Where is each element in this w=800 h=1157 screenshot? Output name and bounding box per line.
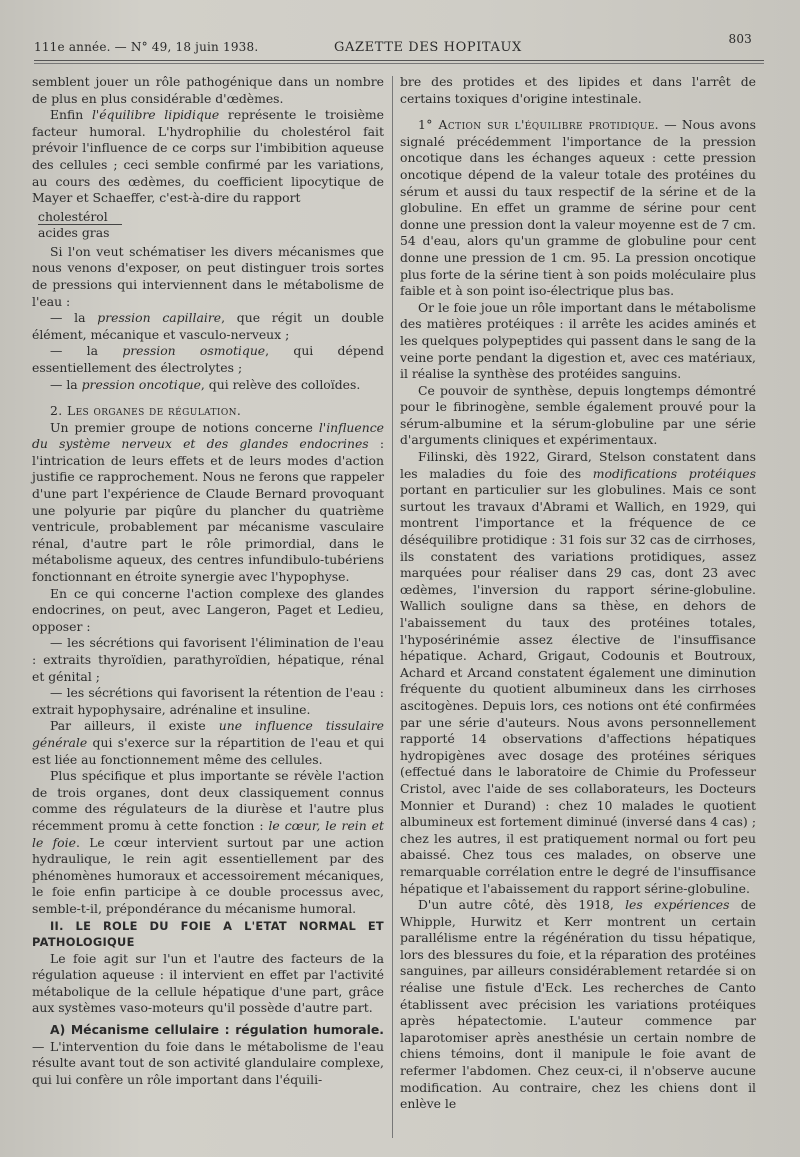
paragraph: [400, 117, 756, 300]
paragraph: Si l'on veut schématiser les divers mécanismes que nous venons d'exposer, on peut distinguer trois sortes de pressions qui interviennent dans le métabolisme de l'eau :: [32, 243, 384, 309]
list-item: [32, 343, 384, 376]
paragraph: En ce qui concerne l'action complexe des glandes endocrines, on peut, avec Langeron, Paget et Ledieu, opposer :: [32, 585, 384, 634]
list-item: [32, 310, 384, 343]
paragraph: Ce pouvoir de synthèse, depuis longtemps démontré pour le fibrinogène, semble également prouvé pour la sérum-albumine et la sérum-globuline par une série d'arguments cliniques et expérimentaux.: [400, 382, 756, 448]
section-heading: II. LE ROLE DU FOIE A L'ETAT NORMAL ET PATHOLOGIQUE: [32, 918, 384, 950]
paragraph: Le foie agit sur l'un et l'autre des facteurs de la régulation aqueuse : il intervient en effet par l'activité métabolique de la cellule hépatique d'une part, grâce aux systèmes vaso-moteurs qu'il possède d'autre part.: [32, 950, 384, 1016]
text-run: Filinski, dès 1922, Girard, Stelson constatent dans les maladies du foie des: [400, 449, 756, 481]
emphasis: modifications protéiques: [592, 465, 756, 481]
paragraph: [32, 718, 384, 768]
header-rule-thin: [34, 63, 764, 64]
emphasis: le cœur, le rein et le foie: [32, 817, 384, 850]
text-run: . Le cœur intervient surtout par une action hydraulique, le rein agit essentiellement par des phénomènes humoraux et accessoirement mécaniques, le foie enfin participe à ce double processus avec, semble-t-il, prépondérance du mécanisme humoral.: [32, 834, 384, 916]
paragraph: Or le foie joue un rôle important dans le métabolisme des matières protéiques : il arrête les acides aminés et les quelques polypeptides qui passent dans le sang de la veine porte pendant la digestion et, avec ces matériaux, il réalise la synthèse des protéides sanguins.: [400, 299, 756, 382]
spacer: [32, 393, 384, 403]
formula-denominator: acides gras: [38, 224, 110, 240]
text-run: de Whipple, Hurwitz et Kerr montrent un certain parallélisme entre la régénération du tissu hépatique, lors des blessures du foie, et la réparation des protéines sanguines, par ailleurs considérablement retardée si on réalise une fistule d'Eck. Les recherches de Canto établissent avec précision les variations protéiques après hépatectomie. L'auteur commence par laparotomiser après anesthésie un certain nombre de chiens témoins, dont il manipule le foie avant de refermer l'abdomen. Chez ceux-ci, il n'observe aucune modification. Au contraire, chez les chiens dont il enlève le: [400, 897, 757, 1112]
text-run: — la: [50, 376, 82, 392]
ratio-formula: [38, 209, 384, 240]
left-column: [32, 74, 384, 1088]
right-column: [400, 74, 756, 1113]
text-run: Un premier groupe de notions concerne: [50, 419, 319, 435]
subsection-heading: 1° Action sur l'équilibre protidique.: [418, 117, 660, 133]
section-title: 2. Les organes de régulation.: [50, 403, 242, 419]
list-item: — les sécrétions qui favorisent l'élimination de l'eau : extraits thyroïdien, parathyroïdien, hépatique, rénal et génital ;: [32, 635, 384, 684]
text-run: — L'intervention du foie dans le métabolisme de l'eau résulte avant tout de son activité glandulaire complexe, qui lui confère un rôle important dans l'équili-: [32, 1038, 384, 1087]
emphasis: une influence tissulaire générale: [32, 718, 384, 750]
text-run: : l'intrication de leurs effets et de leurs modes d'action justifie ce rapprochement. Nous ne ferons que rappeler d'une part l'expérience de Claude Bernard provoquant une polyurie par piqûre du plancher du quatrième ventricule, probablement par mécanisme vasculaire rénal, d'autre part le rôle primordial, dans le métabolisme aqueux, des centres infundibulo-tubériens fonctionnant en étroite synergie avec l'hypophyse.: [32, 436, 384, 585]
page-header: [34, 32, 752, 56]
text-run: — Nous avons signalé précédemment l'importance de la pression oncotique dans les échanges aqueux : cette pression oncotique dépend de la valeur totale des protéines du sérum et aussi du taux respectif de la sérine et de la globuline. En effet un gramme de sérine pour cent donne une pression dont la valeur moyenne est de 7 cm. 54 d'eau, alors qu'un gramme de globuline pour cent donne une pression de 1 cm. 95. La pression oncotique plus forte de la sérine tient à son poids moléculaire plus faible et à son point iso-électrique plus bas.: [400, 117, 756, 299]
page-number: 803: [728, 32, 752, 46]
text-run: Plus spécifique et plus importante se révèle l'action de trois organes, dont deux classiquement connus comme des régulateurs de la diurèse et l'autre plus récemment promu à cette fonction :: [32, 768, 384, 833]
text-run: D'un autre côté, dès 1918,: [418, 897, 626, 913]
subsection-heading: A) Mécanisme cellulaire : régulation humorale.: [50, 1022, 384, 1038]
paragraph: [400, 897, 756, 1113]
column-divider: [392, 76, 393, 1138]
journal-title: GAZETTE DES HOPITAUX: [334, 40, 522, 55]
text-run: — la: [50, 310, 98, 326]
emphasis: pression capillaire: [97, 310, 222, 326]
paragraph: [32, 768, 384, 917]
emphasis: pression oncotique: [81, 376, 201, 392]
paragraph: semblent jouer un rôle pathogénique dans un nombre de plus en plus considérable d'œdèmes.: [32, 74, 384, 106]
formula-numerator: cholestérol: [38, 209, 122, 225]
paragraph: [32, 1022, 384, 1088]
text-run: qui s'exerce sur la répartition de l'eau et qui est liée au fonctionnement même des cellules.: [32, 734, 384, 767]
issue-info: 111e année. — N° 49, 18 juin 1938.: [34, 40, 259, 54]
text-run: , qui relève des colloïdes.: [200, 376, 361, 392]
paragraph: [32, 107, 384, 207]
emphasis: l'influence du système nerveux et des glandes endocrines: [32, 419, 384, 452]
text-run: portant en particulier sur les globulines. Mais ce sont surtout les travaux d'Abrami et Wallich, en 1929, qui montrent l'importance et la fréquence de ce déséquilibre protidique : 31 fois sur 32 cas de cirrhoses, ils constatent des variations protidiques, assez marquées pour réaliser dans 29 cas, dont 23 avec œdèmes, l'inversion du rapport sérine-globuline. Wallich souligne dans sa thèse, en dehors de l'abaissement du taux des protéines totales, l'hyposérinémie assez élective de l'insuffisance hépatique. Achard, Grigaut, Codounis et Boutroux, Achard et Arcand constatent également une diminution fréquente du quotient albumineux dans les cirrhoses ascitogènes. Depuis lors, ces notions ont été confirmées par une série d'auteurs. Nous avons personnellement rapporté 14 observations d'affections hépatiques hydropigènes avec dosage des protéines sériques (effectué dans le laboratoire de Chimie du Professeur Cristol, avec l'aide de ses collaborateurs, les Docteurs Monnier et Durand) : chez 10 malades le quotient albumineux est fortement diminué (inversé dans 4 cas) ; chez les autres, il est pratiquement normal ou fort peu abaissé. Chez tous ces malades, on observe une remarquable corrélation entre le degré de l'insuffisance hépatique et l'abaissement du rapport sérine-globuline.: [400, 482, 756, 896]
emphasis: l'équilibre lipidique: [91, 107, 220, 123]
text-run: , que régit un double élément, mécanique et vasculo-nerveux ;: [32, 310, 384, 342]
paragraph: [32, 420, 384, 586]
paragraph: bre des protides et des lipides et dans l'arrêt de certains toxiques d'origine intestinale.: [400, 74, 756, 106]
text-run: représente le troisième facteur humoral. L'hydrophilie du cholestérol fait prévoir l'influence de ce corps sur l'imbibition aqueuse des cellules ; ceci semble confirmé par les variations, au cours des œdèmes, du coefficient lipocytique de Mayer et Schaeffer, c'est-à-dire du rapport: [32, 107, 384, 206]
text-run: Par ailleurs, il existe: [50, 718, 219, 734]
paragraph: [400, 449, 756, 897]
emphasis: pression osmotique: [122, 343, 266, 359]
list-item: — les sécrétions qui favorisent la rétention de l'eau : extrait hypophysaire, adrénaline et insuline.: [32, 685, 384, 717]
text-run: Enfin: [50, 107, 92, 123]
text-run: , qui dépend essentiellement des électrolytes ;: [32, 343, 384, 375]
list-item: [32, 377, 384, 394]
header-rule: [34, 60, 764, 61]
text-run: — la: [50, 343, 123, 359]
spacer: [400, 107, 756, 117]
emphasis: les expériences: [625, 897, 730, 913]
